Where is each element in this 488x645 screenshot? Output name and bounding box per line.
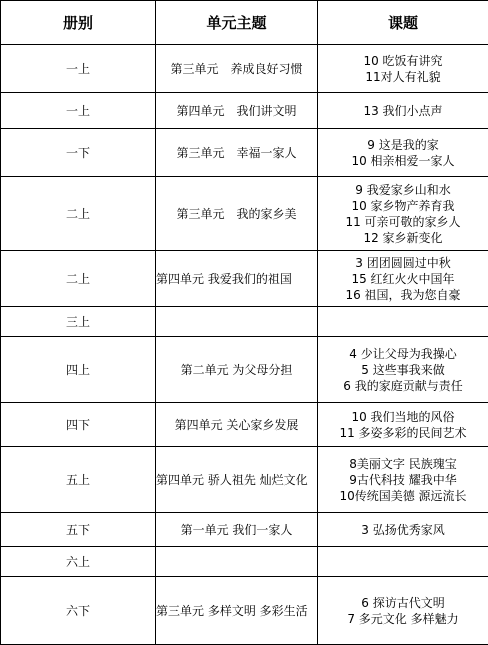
lesson-cell: [318, 307, 488, 337]
lesson-line: 6 探访古代文明: [318, 595, 488, 611]
table-row: [1, 513, 488, 547]
lesson-cell: [318, 403, 488, 447]
grade-cell: 一上: [1, 93, 156, 129]
lesson-line: 8美丽文字 民族瑰宝: [318, 456, 488, 472]
lesson-line: 9 这是我的家: [318, 137, 488, 153]
lesson-line: 7 多元文化 多样魅力: [318, 611, 488, 627]
table-row: [1, 93, 488, 129]
lesson-cell: [318, 251, 488, 307]
lesson-line: 9古代科技 耀我中华: [318, 472, 488, 488]
unit-cell: 第三单元 多样文明 多彩生活: [156, 577, 318, 645]
lesson-line: 10 我们当地的风俗: [318, 409, 488, 425]
lesson-line: 15 红红火火中国年: [318, 271, 488, 287]
unit-cell: 第三单元 幸福一家人: [156, 129, 318, 177]
lesson-cell: [318, 129, 488, 177]
table-body: [1, 45, 488, 645]
lesson-line: 11 多姿多彩的民间艺术: [318, 425, 488, 441]
lesson-line: 11 可亲可敬的家乡人: [318, 214, 488, 230]
grade-cell: 四上: [1, 337, 156, 403]
grade-cell: 六上: [1, 547, 156, 577]
table-row: [1, 547, 488, 577]
lesson-line: 11对人有礼貌: [318, 69, 488, 85]
lesson-cell: [318, 337, 488, 403]
table-row: [1, 177, 488, 251]
grade-cell: 四下: [1, 403, 156, 447]
table-row: [1, 307, 488, 337]
table-row: [1, 251, 488, 307]
table-row: [1, 45, 488, 93]
unit-cell: 第二单元 为父母分担: [156, 337, 318, 403]
lesson-cell: [318, 177, 488, 251]
table-row: [1, 403, 488, 447]
table-row: [1, 447, 488, 513]
grade-cell: 一下: [1, 129, 156, 177]
grade-cell: 二上: [1, 251, 156, 307]
header-lesson: 课题: [318, 1, 488, 45]
lesson-cell: [318, 577, 488, 645]
lesson-line: 10 相亲相爱一家人: [318, 153, 488, 169]
lesson-line: 6 我的家庭贡献与责任: [318, 378, 488, 394]
unit-cell: [156, 307, 318, 337]
unit-cell: 第三单元 养成良好习惯: [156, 45, 318, 93]
header-grade: 册别: [1, 1, 156, 45]
lesson-cell: [318, 547, 488, 577]
lesson-line: 10 家乡物产养育我: [318, 198, 488, 214]
unit-cell: [156, 547, 318, 577]
lesson-line: 5 这些事我来做: [318, 362, 488, 378]
lesson-line: 13 我们小点声: [318, 103, 488, 119]
unit-cell: 第三单元 我的家乡美: [156, 177, 318, 251]
header-unit: 单元主题: [156, 1, 318, 45]
table-row: [1, 129, 488, 177]
lesson-line: 12 家乡新变化: [318, 230, 488, 246]
grade-cell: 五上: [1, 447, 156, 513]
unit-cell: 第四单元 我们讲文明: [156, 93, 318, 129]
lesson-line: 10传统国美德 源远流长: [318, 488, 488, 504]
lesson-cell: [318, 93, 488, 129]
unit-cell: 第四单元 我爱我们的祖国: [156, 251, 318, 307]
lesson-line: 9 我爱家乡山和水: [318, 182, 488, 198]
lesson-cell: [318, 447, 488, 513]
lesson-line: 4 少让父母为我操心: [318, 346, 488, 362]
header-row: [1, 1, 488, 45]
table-row: [1, 577, 488, 645]
grade-cell: 二上: [1, 177, 156, 251]
lesson-cell: [318, 45, 488, 93]
lesson-line: 16 祖国，我为您自豪: [318, 287, 488, 303]
unit-cell: 第一单元 我们一家人: [156, 513, 318, 547]
lesson-line: 3 弘扬优秀家风: [318, 522, 488, 538]
grade-cell: 六下: [1, 577, 156, 645]
unit-cell: 第四单元 关心家乡发展: [156, 403, 318, 447]
unit-cell: 第四单元 骄人祖先 灿烂文化: [156, 447, 318, 513]
grade-cell: 三上: [1, 307, 156, 337]
grade-cell: 五下: [1, 513, 156, 547]
lesson-line: 10 吃饭有讲究: [318, 53, 488, 69]
lesson-line: 3 团团圆圆过中秋: [318, 255, 488, 271]
table-row: [1, 337, 488, 403]
grade-cell: 一上: [1, 45, 156, 93]
lesson-cell: [318, 513, 488, 547]
